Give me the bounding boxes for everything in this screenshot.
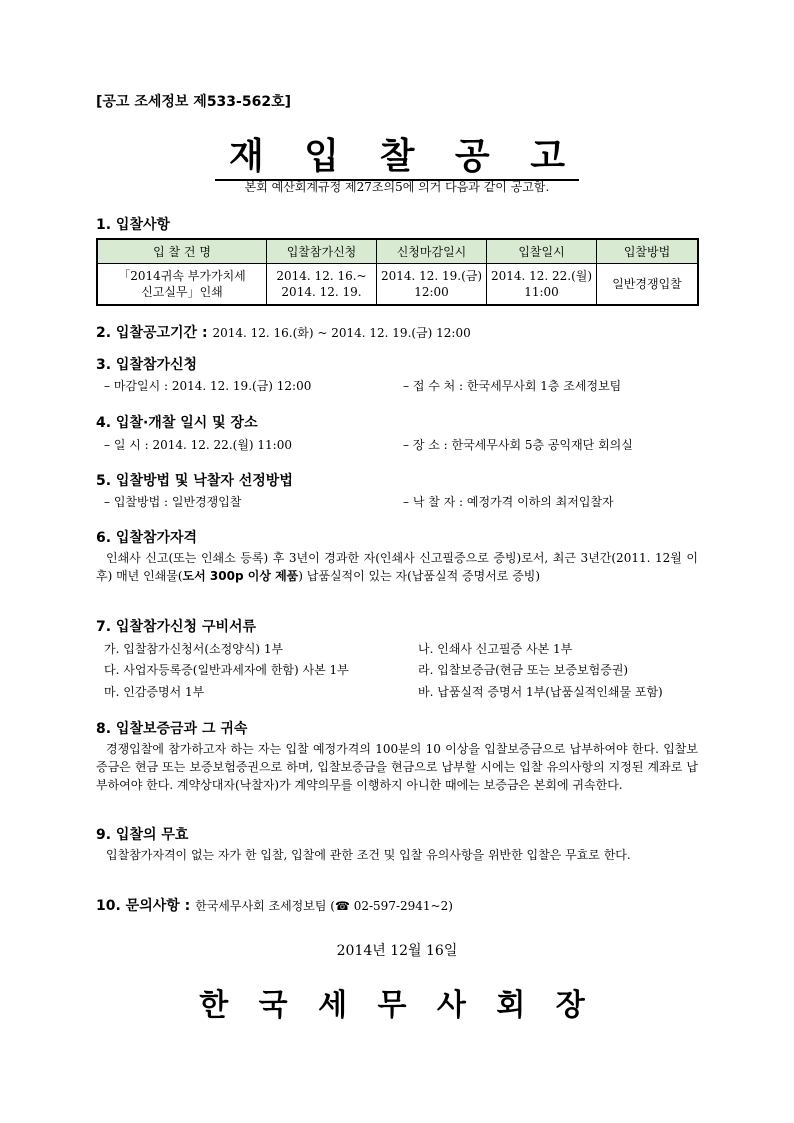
section-10-heading: 10. 문의사항 : 한국세무사회 조세정보팀 (☎ 02-597-2941~2): [96, 898, 453, 914]
section-3-heading: 3. 입찰참가신청: [96, 357, 198, 373]
list-item: 바. 납품실적 증명서 1부(납품실적인쇄물 포함): [418, 685, 663, 699]
table-header-method: 입찰방법: [597, 239, 699, 264]
cell-apply: 2014. 12. 16.~ 2014. 12. 19.: [267, 264, 377, 306]
section-3-left: – 마감일시 : 2014. 12. 19.(금) 12:00: [104, 379, 312, 393]
page-title: [0, 128, 794, 179]
list-item: 마. 인감증명서 1부: [104, 685, 205, 699]
issuer-name: 한 국 세 무 사 회 장: [199, 988, 595, 1023]
section-1-heading: 1. 입찰사항: [96, 217, 171, 233]
list-item: 나. 인쇄사 신고필증 사본 1부: [418, 642, 573, 656]
section-6-heading: 6. 입찰참가자격: [96, 530, 198, 546]
section-8-text: 경쟁입찰에 참가하고자 하는 자는 입찰 예정가격의 100분의 10 이상을 입찰보증금으로 납부하여야 한다. 입찰보증금은 현금 또는 보증보험증권으로 하며, 입찰보증금을 현금으로 납부할 시에는 입찰 유의사항의 지정된 계좌로 납부하여야 한다. 계약상대자(낙찰자)가 계약의무를 이행하지 아니한 때에는 보증금은 본회에 귀속한다.: [96, 742, 698, 792]
notice-date: 2014년 12월 16일: [336, 943, 458, 959]
list-item: 가. 입찰참가신청서(소정양식) 1부: [104, 642, 284, 656]
contact-text: 한국세무사회 조세정보팀 (☎ 02-597-2941~2): [195, 899, 453, 913]
section-5-right: – 낙 찰 자 : 예정가격 이하의 최저입찰자: [403, 495, 614, 509]
table-header-deadline: 신청마감일시: [377, 239, 487, 264]
section-4-right: – 장 소 : 한국세무사회 5층 공익재단 회의실: [403, 438, 633, 452]
list-item: 라. 입찰보증금(현금 또는 보증보험증권): [418, 663, 629, 677]
section-8-heading: 8. 입찰보증금과 그 귀속: [96, 721, 248, 737]
section-9-heading: 9. 입찰의 무효: [96, 827, 189, 843]
section-6-text: 인쇄사 신고(또는 인쇄소 등록) 후 3년이 경과한 자(인쇄사 신고필증으로 증빙)로서, 최근 3년간(2011. 12월 이후) 매년 인쇄물(도서 300p 이상 제품) 납품실적이 있는 자(납품실적 증명서로 증빙): [96, 551, 698, 583]
section-4-left: – 일 시 : 2014. 12. 22.(월) 11:00: [104, 438, 292, 452]
section-5-left: – 입찰방법 : 일반경쟁입찰: [104, 495, 242, 509]
cell-method: 일반경쟁입찰: [597, 264, 699, 306]
cell-name: 「2014귀속 부가가치세 신고실무」인쇄: [97, 264, 267, 306]
page-title-text: 재 입 찰 공 고: [215, 136, 579, 181]
section-6-bold: 도서 300p 이상 제품: [182, 569, 299, 583]
bid-table-header-row: [97, 239, 698, 264]
list-item: 다. 사업자등록증(일반과세자에 한함) 사본 1부: [104, 663, 349, 677]
notice-number: [공고 조세정보 제533-562호]: [96, 94, 291, 110]
section-9-text: 입찰참가자격이 없는 자가 한 입찰, 입찰에 관한 조건 및 입찰 유의사항을 위반한 입찰은 무효로 한다.: [106, 848, 631, 862]
cell-bid-date: 2014. 12. 22.(월) 11:00: [487, 264, 597, 306]
table-header-apply: 입찰참가신청: [267, 239, 377, 264]
subtitle: 본회 예산회계규정 제27조의5에 의거 다음과 같이 공고함.: [244, 180, 550, 194]
table-header-bid-date: 입찰일시: [487, 239, 597, 264]
section-7-heading: 7. 입찰참가신청 구비서류: [96, 619, 257, 635]
section-5-heading: 5. 입찰방법 및 낙찰자 선정방법: [96, 473, 293, 489]
section-3-right: – 접 수 처 : 한국세무사회 1층 조세정보팀: [403, 379, 622, 393]
bid-table: [96, 238, 699, 306]
table-row: [97, 264, 698, 306]
section-2-text: 2014. 12. 16.(화) ~ 2014. 12. 19.(금) 12:00: [212, 326, 471, 340]
section-4-heading: 4. 입찰·개찰 일시 및 장소: [96, 415, 258, 431]
section-2-heading: 2. 입찰공고기간 : 2014. 12. 16.(화) ~ 2014. 12. 19.(금) 12:00: [96, 325, 471, 341]
cell-deadline: 2014. 12. 19.(금) 12:00: [377, 264, 487, 306]
phone-icon: ☎: [334, 899, 350, 913]
table-header-name: 입 찰 건 명: [97, 239, 267, 264]
